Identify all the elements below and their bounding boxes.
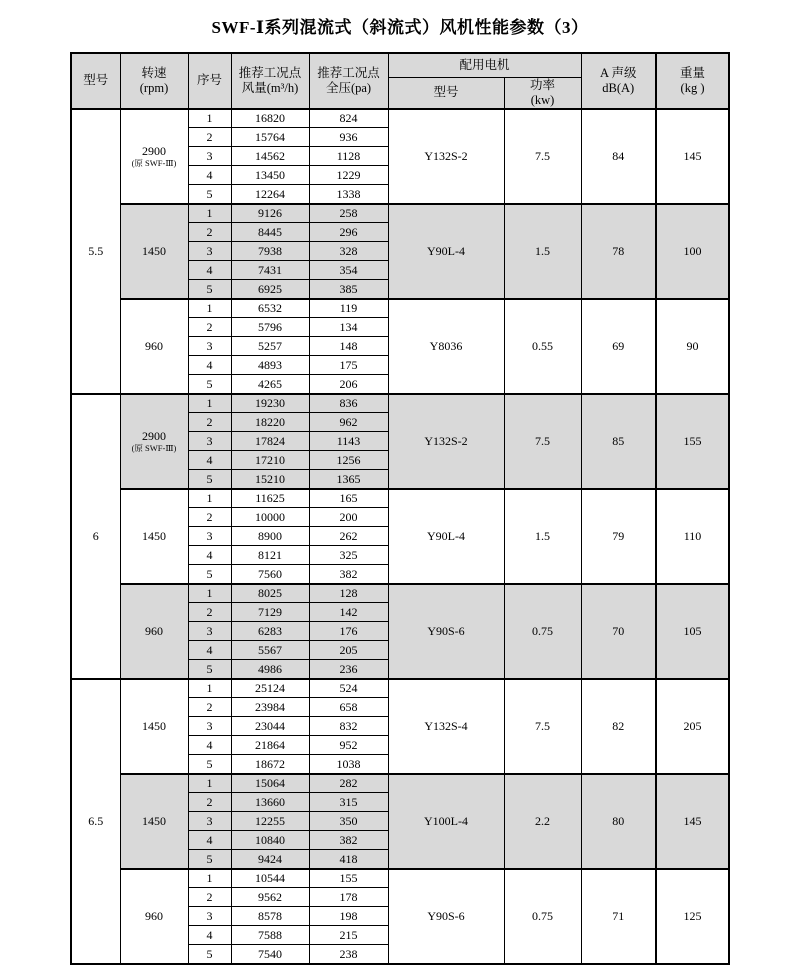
flow-cell: 17824 [231, 432, 309, 451]
flow-cell: 5567 [231, 641, 309, 660]
header-pressure [309, 53, 388, 109]
weight-cell: 145 [656, 774, 729, 869]
pressure-cell: 1256 [309, 451, 388, 470]
header-motor-model-label: 型号 [433, 85, 459, 99]
speed-cell [120, 774, 188, 869]
table-row [71, 584, 729, 603]
pressure-cell: 1338 [309, 185, 388, 204]
header-flow [231, 53, 309, 109]
seq-cell: 3 [188, 337, 231, 356]
speed-cell [120, 679, 188, 774]
pressure-cell: 178 [309, 888, 388, 907]
header-noise-line1: A 声级 [600, 65, 637, 80]
seq-cell: 1 [188, 679, 231, 698]
flow-cell: 6532 [231, 299, 309, 318]
flow-cell: 16820 [231, 109, 309, 128]
motor-model-cell: Y8036 [388, 299, 504, 394]
motor-model-cell: Y100L-4 [388, 774, 504, 869]
flow-cell: 7540 [231, 945, 309, 964]
header-weight [656, 53, 729, 109]
pressure-cell: 142 [309, 603, 388, 622]
header-motor-model [388, 77, 504, 109]
pressure-cell: 128 [309, 584, 388, 603]
noise-cell: 69 [581, 299, 656, 394]
speed-value: 2900 [142, 144, 166, 159]
pressure-cell: 262 [309, 527, 388, 546]
pressure-cell: 354 [309, 261, 388, 280]
noise-cell: 85 [581, 394, 656, 489]
flow-cell: 7588 [231, 926, 309, 945]
weight-cell: 145 [656, 109, 729, 204]
pressure-cell: 315 [309, 793, 388, 812]
table-row [71, 774, 729, 793]
seq-cell: 3 [188, 812, 231, 831]
flow-cell: 11625 [231, 489, 309, 508]
header-motor-group-label: 配用电机 [459, 57, 510, 72]
seq-cell: 2 [188, 603, 231, 622]
flow-cell: 8121 [231, 546, 309, 565]
seq-cell: 3 [188, 432, 231, 451]
seq-cell: 5 [188, 470, 231, 489]
flow-cell: 8900 [231, 527, 309, 546]
seq-cell: 1 [188, 584, 231, 603]
pressure-cell: 1038 [309, 755, 388, 774]
flow-cell: 14562 [231, 147, 309, 166]
pressure-cell: 836 [309, 394, 388, 413]
pressure-cell: 165 [309, 489, 388, 508]
header-seq-label: 序号 [196, 73, 222, 88]
flow-cell: 17210 [231, 451, 309, 470]
pressure-cell: 215 [309, 926, 388, 945]
seq-cell: 5 [188, 850, 231, 869]
header-weight-line2: (kg ) [680, 80, 705, 95]
speed-value: 960 [145, 623, 163, 638]
pressure-cell: 658 [309, 698, 388, 717]
flow-cell: 18220 [231, 413, 309, 432]
speed-value: 1450 [142, 528, 166, 543]
header-flow-line2: 风量(m³/h) [241, 80, 299, 95]
flow-cell: 21864 [231, 736, 309, 755]
flow-cell: 10840 [231, 831, 309, 850]
speed-cell [120, 204, 188, 299]
seq-cell: 4 [188, 546, 231, 565]
weight-cell: 100 [656, 204, 729, 299]
motor-model-cell: Y90S-6 [388, 584, 504, 679]
pressure-cell: 175 [309, 356, 388, 375]
flow-cell: 10000 [231, 508, 309, 527]
motor-model-cell: Y90L-4 [388, 204, 504, 299]
motor-model-cell: Y132S-4 [388, 679, 504, 774]
seq-cell: 5 [188, 660, 231, 679]
seq-cell: 3 [188, 242, 231, 261]
pressure-cell: 382 [309, 565, 388, 584]
noise-cell: 70 [581, 584, 656, 679]
flow-cell: 4986 [231, 660, 309, 679]
pressure-cell: 296 [309, 223, 388, 242]
weight-cell: 105 [656, 584, 729, 679]
flow-cell: 7431 [231, 261, 309, 280]
power-cell: 7.5 [504, 394, 581, 489]
pressure-cell: 385 [309, 280, 388, 299]
pressure-cell: 198 [309, 907, 388, 926]
motor-model-cell: Y132S-2 [388, 394, 504, 489]
pressure-cell: 382 [309, 831, 388, 850]
pressure-cell: 238 [309, 945, 388, 964]
pressure-cell: 134 [309, 318, 388, 337]
noise-cell: 80 [581, 774, 656, 869]
noise-cell: 84 [581, 109, 656, 204]
header-speed-line2: (rpm) [139, 80, 169, 95]
motor-model-cell: Y90S-6 [388, 869, 504, 964]
flow-cell: 8445 [231, 223, 309, 242]
seq-cell: 2 [188, 508, 231, 527]
power-cell: 7.5 [504, 679, 581, 774]
seq-cell: 3 [188, 527, 231, 546]
flow-cell: 6925 [231, 280, 309, 299]
flow-cell: 5257 [231, 337, 309, 356]
flow-cell: 6283 [231, 622, 309, 641]
power-cell: 2.2 [504, 774, 581, 869]
pressure-cell: 524 [309, 679, 388, 698]
pressure-cell: 155 [309, 869, 388, 888]
seq-cell: 1 [188, 869, 231, 888]
seq-cell: 2 [188, 223, 231, 242]
power-cell: 0.75 [504, 584, 581, 679]
pressure-cell: 350 [309, 812, 388, 831]
seq-cell: 1 [188, 109, 231, 128]
seq-cell: 2 [188, 128, 231, 147]
pressure-cell: 936 [309, 128, 388, 147]
header-row-1 [71, 53, 729, 77]
header-power [504, 77, 581, 109]
flow-cell: 4265 [231, 375, 309, 394]
speed-value: 960 [145, 908, 163, 923]
seq-cell: 5 [188, 185, 231, 204]
flow-cell: 7129 [231, 603, 309, 622]
weight-cell: 125 [656, 869, 729, 964]
model-cell: 5.5 [71, 109, 120, 394]
speed-note: (原 SWF-Ⅲ) [131, 442, 177, 453]
table-row [71, 109, 729, 128]
pressure-cell: 1229 [309, 166, 388, 185]
flow-cell: 9424 [231, 850, 309, 869]
seq-cell: 1 [188, 774, 231, 793]
header-speed-line1: 转速 [141, 65, 167, 80]
seq-cell: 4 [188, 356, 231, 375]
noise-cell: 79 [581, 489, 656, 584]
seq-cell: 4 [188, 736, 231, 755]
header-noise [581, 53, 656, 109]
table-body [71, 109, 729, 964]
header-speed [120, 53, 188, 109]
motor-model-cell: Y132S-2 [388, 109, 504, 204]
flow-cell: 23984 [231, 698, 309, 717]
speed-cell [120, 584, 188, 679]
pressure-cell: 832 [309, 717, 388, 736]
header-seq [188, 53, 231, 109]
header-power-line1: 功率 [530, 77, 556, 92]
speed-cell [120, 299, 188, 394]
header-power-line2: (kw) [530, 92, 555, 107]
speed-cell [120, 489, 188, 584]
flow-cell: 15210 [231, 470, 309, 489]
seq-cell: 3 [188, 622, 231, 641]
table-row [71, 299, 729, 318]
flow-cell: 23044 [231, 717, 309, 736]
pressure-cell: 236 [309, 660, 388, 679]
seq-cell: 4 [188, 641, 231, 660]
fan-parameters-table [70, 52, 730, 965]
seq-cell: 4 [188, 166, 231, 185]
power-cell: 0.55 [504, 299, 581, 394]
flow-cell: 8578 [231, 907, 309, 926]
flow-cell: 13660 [231, 793, 309, 812]
seq-cell: 3 [188, 907, 231, 926]
pressure-cell: 418 [309, 850, 388, 869]
speed-value: 2900 [142, 429, 166, 444]
pressure-cell: 205 [309, 641, 388, 660]
model-cell: 6.5 [71, 679, 120, 964]
seq-cell: 5 [188, 945, 231, 964]
flow-cell: 4893 [231, 356, 309, 375]
seq-cell: 2 [188, 413, 231, 432]
flow-cell: 12264 [231, 185, 309, 204]
pressure-cell: 962 [309, 413, 388, 432]
seq-cell: 2 [188, 793, 231, 812]
table-row [71, 489, 729, 508]
seq-cell: 5 [188, 375, 231, 394]
header-pressure-line2: 全压(pa) [325, 80, 372, 95]
power-cell: 1.5 [504, 489, 581, 584]
seq-cell: 3 [188, 717, 231, 736]
table-row [71, 679, 729, 698]
seq-cell: 5 [188, 755, 231, 774]
motor-model-cell: Y90L-4 [388, 489, 504, 584]
weight-cell: 155 [656, 394, 729, 489]
flow-cell: 9562 [231, 888, 309, 907]
noise-cell: 71 [581, 869, 656, 964]
flow-cell: 15064 [231, 774, 309, 793]
flow-cell: 10544 [231, 869, 309, 888]
header-model-label: 型号 [83, 73, 109, 88]
speed-value: 1450 [142, 718, 166, 733]
speed-value: 960 [145, 338, 163, 353]
pressure-cell: 325 [309, 546, 388, 565]
pressure-cell: 1128 [309, 147, 388, 166]
weight-cell: 205 [656, 679, 729, 774]
seq-cell: 2 [188, 698, 231, 717]
seq-cell: 4 [188, 926, 231, 945]
noise-cell: 82 [581, 679, 656, 774]
flow-cell: 19230 [231, 394, 309, 413]
model-cell: 6 [71, 394, 120, 679]
table-row [71, 204, 729, 223]
flow-cell: 9126 [231, 204, 309, 223]
page-title: SWF-Ⅰ系列混流式（斜流式）风机性能参数（3） [211, 18, 589, 37]
pressure-cell: 200 [309, 508, 388, 527]
pressure-cell: 176 [309, 622, 388, 641]
speed-cell [120, 394, 188, 489]
seq-cell: 4 [188, 451, 231, 470]
seq-cell: 5 [188, 565, 231, 584]
flow-cell: 15764 [231, 128, 309, 147]
flow-cell: 13450 [231, 166, 309, 185]
speed-note: (原 SWF-Ⅲ) [131, 157, 177, 168]
pressure-cell: 952 [309, 736, 388, 755]
seq-cell: 2 [188, 318, 231, 337]
flow-cell: 8025 [231, 584, 309, 603]
pressure-cell: 1365 [309, 470, 388, 489]
flow-cell: 7560 [231, 565, 309, 584]
pressure-cell: 328 [309, 242, 388, 261]
table-row [71, 394, 729, 413]
seq-cell: 5 [188, 280, 231, 299]
seq-cell: 1 [188, 394, 231, 413]
seq-cell: 1 [188, 299, 231, 318]
header-noise-line2: dB(A) [602, 80, 635, 95]
power-cell: 0.75 [504, 869, 581, 964]
header-pressure-line1: 推荐工况点 [317, 65, 380, 80]
pressure-cell: 1143 [309, 432, 388, 451]
seq-cell: 1 [188, 489, 231, 508]
header-model [71, 53, 120, 109]
pressure-cell: 282 [309, 774, 388, 793]
header-flow-line1: 推荐工况点 [238, 65, 302, 80]
pressure-cell: 824 [309, 109, 388, 128]
seq-cell: 1 [188, 204, 231, 223]
header-motor-group [388, 53, 581, 77]
seq-cell: 4 [188, 831, 231, 850]
speed-cell [120, 109, 188, 204]
speed-value: 1450 [142, 243, 166, 258]
flow-cell: 5796 [231, 318, 309, 337]
table-header [71, 53, 729, 109]
power-cell: 1.5 [504, 204, 581, 299]
speed-cell [120, 869, 188, 964]
header-weight-line1: 重量 [680, 65, 706, 80]
speed-value: 1450 [142, 813, 166, 828]
flow-cell: 12255 [231, 812, 309, 831]
pressure-cell: 148 [309, 337, 388, 356]
power-cell: 7.5 [504, 109, 581, 204]
seq-cell: 2 [188, 888, 231, 907]
noise-cell: 78 [581, 204, 656, 299]
pressure-cell: 119 [309, 299, 388, 318]
weight-cell: 110 [656, 489, 729, 584]
pressure-cell: 258 [309, 204, 388, 223]
table-row [71, 869, 729, 888]
pressure-cell: 206 [309, 375, 388, 394]
seq-cell: 3 [188, 147, 231, 166]
seq-cell: 4 [188, 261, 231, 280]
flow-cell: 7938 [231, 242, 309, 261]
weight-cell: 90 [656, 299, 729, 394]
flow-cell: 18672 [231, 755, 309, 774]
flow-cell: 25124 [231, 679, 309, 698]
